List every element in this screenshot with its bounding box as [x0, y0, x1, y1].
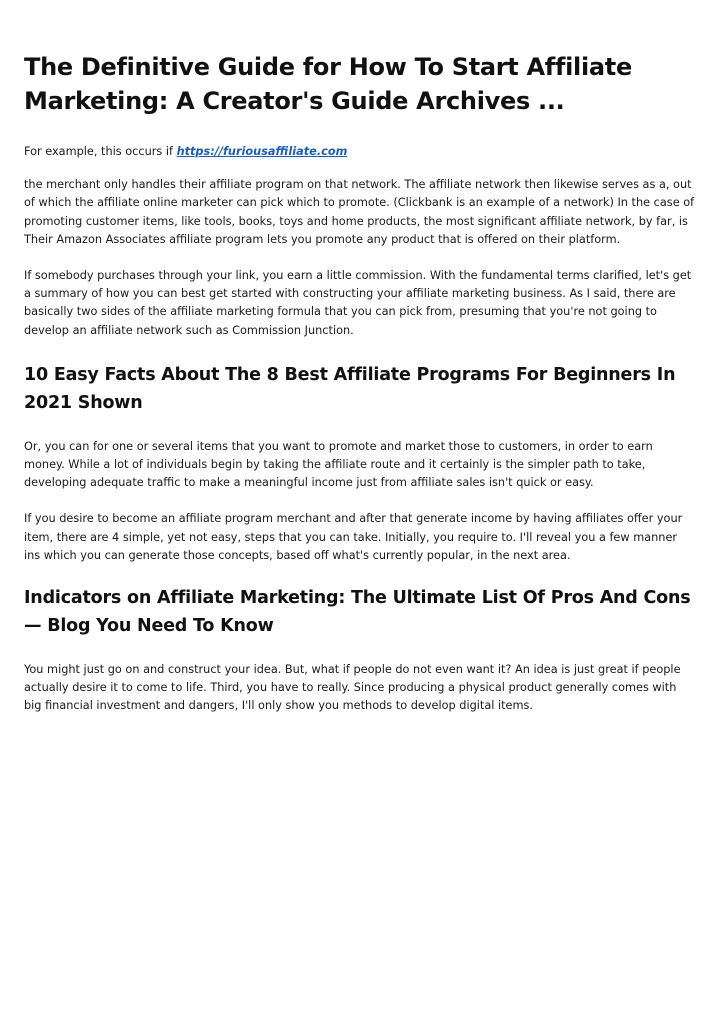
page-title: The Definitive Guide for How To Start Affiliate Marketing: A Creator's Guide Archives ... [24, 53, 632, 115]
article [24, 50, 696, 716]
intro-paragraph [24, 143, 696, 161]
section-heading: Indicators on Affiliate Marketing: The Ultimate List Of Pros And Cons — Blog You Need To Know [24, 588, 691, 637]
paragraph: If somebody purchases through your link, you earn a little commission. With the fundamental terms clarified, let's get a summary of how you can best get started with constructing your affiliate marketing business. As I said, there are basically two sides of the affiliate marketing formula that you can pick from, presuming that you're not going to develop an affiliate network such as Commission Junction. [24, 269, 692, 337]
paragraph: If you desire to become an affiliate program merchant and after that generate income by having affiliates offer your item, there are 4 simple, yet not easy, steps that you can take. Initially, you require to. I'll reveal you a few manner ins which you can generate those concepts, based off what's currently popular, in the next area. [24, 512, 683, 562]
source-link[interactable]: https://furiousaffiliate.com [176, 145, 348, 158]
paragraph: the merchant only handles their affiliate program on that network. The affiliate network then likewise serves as a, out of which the affiliate online marketer can pick which to promote. (Clickbank is an example of a network) In the case of promoting customer items, like tools, books, toys and home products, the most significant affiliate network, by far, is Their Amazon Associates affiliate program lets you promote any product that is offered on their platform. [24, 178, 695, 246]
paragraph: Or, you can for one or several items that you want to promote and market those to customers, in order to earn money. While a lot of individuals begin by taking the affiliate route and it certainly is the simpler path to take, developing adequate traffic to make a meaningful income just from affiliate sales isn't quick or easy. [24, 439, 653, 490]
paragraph: You might just go on and construct your idea. But, what if people do not even want it? An idea is just great if people actually desire it to come to life. Third, you have to really. Since producing a physical product generally comes with big financial investment and dangers, I'll only show you methods to develop digital items. [24, 663, 681, 713]
intro-text: For example, this occurs if [24, 145, 177, 158]
section-heading: 10 Easy Facts About The 8 Best Affiliate Programs For Beginners In 2021 Shown [24, 364, 676, 413]
